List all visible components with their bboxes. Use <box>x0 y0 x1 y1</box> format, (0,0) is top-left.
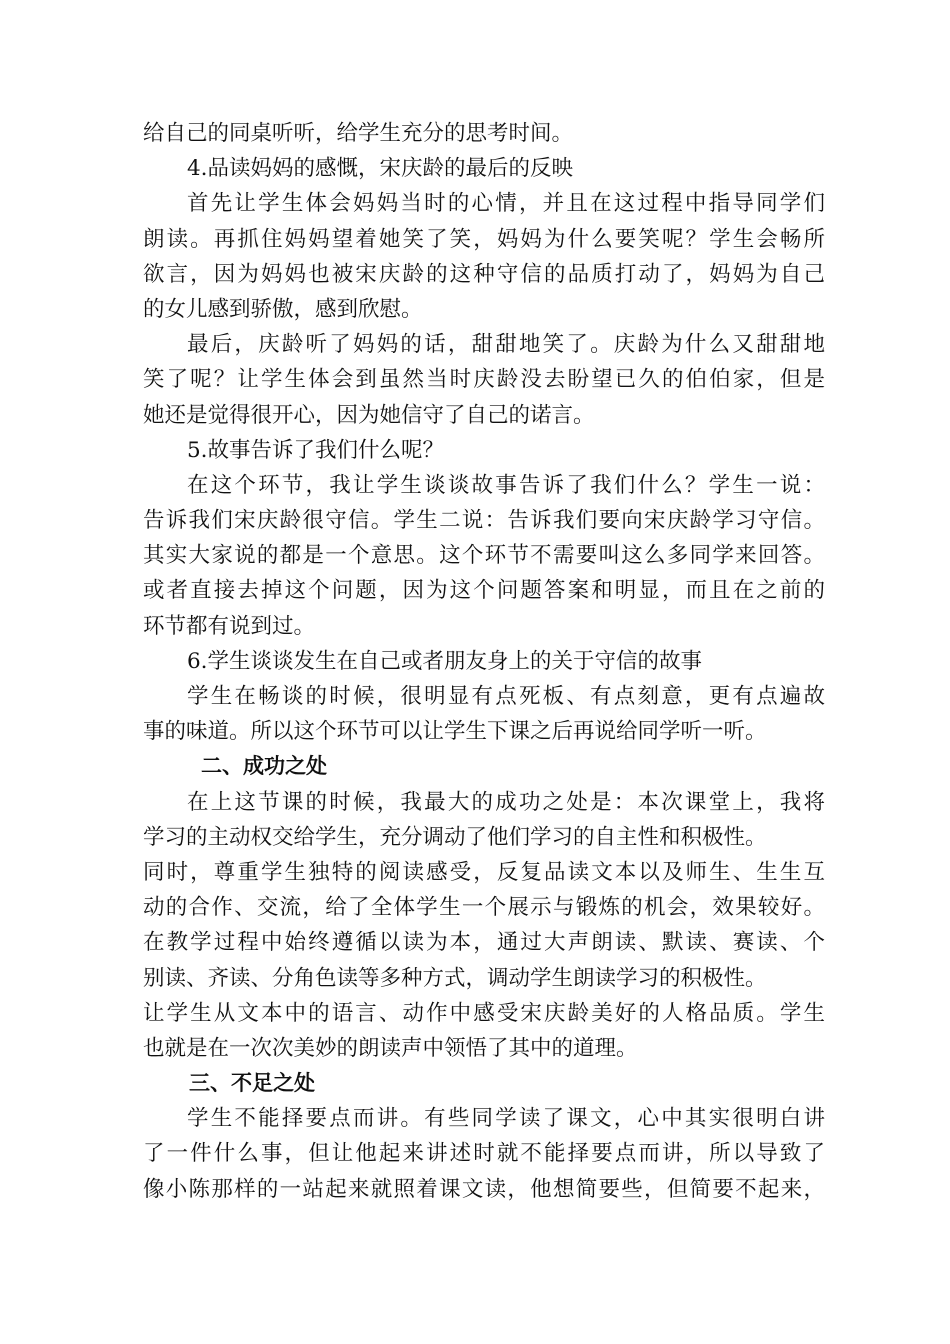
paragraph-first-line: 学生不能择要点而讲。有些同学读了课文，心中其实很明白讲 <box>187 1106 825 1132</box>
section-heading: 三、不足之处 <box>189 1071 315 1096</box>
paragraph-line: 朗读。再抓住妈妈望着她笑了笑，妈妈为什么要笑呢？学生会畅所 <box>143 226 825 252</box>
paragraph-line: 别读、齐读、分角色读等多种方式，调动学生朗读学习的积极性。 <box>143 965 767 991</box>
paragraph-line: 事的味道。所以这个环节可以让学生下课之后再说给同学听一听。 <box>143 719 767 745</box>
paragraph-line: 其实大家说的都是一个意思。这个环节不需要叫这么多同学来回答。 <box>143 543 825 569</box>
paragraph-line: 也就是在一次次美妙的朗读声中领悟了其中的道理。 <box>143 1035 638 1061</box>
section-heading: 二、成功之处 <box>201 754 327 779</box>
paragraph-line: 让学生从文本中的语言、动作中感受宋庆龄美好的人格品质。学生 <box>143 1000 825 1026</box>
paragraph-line: 同时，尊重学生独特的阅读感受，反复品读文本以及师生、生生互 <box>143 859 825 885</box>
paragraph-line: 给自己的同桌听听，给学生充分的思考时间。 <box>143 121 574 146</box>
paragraph-line: 动的合作、交流，给了全体学生一个展示与锻炼的机会，效果较好。 <box>143 895 825 921</box>
paragraph-first-line: 首先让学生体会妈妈当时的心情，并且在这过程中指导同学们 <box>187 191 825 217</box>
paragraph-item-heading: 4.品读妈妈的感慨，宋庆龄的最后的反映 <box>187 156 574 182</box>
paragraph-line: 告诉我们宋庆龄很守信。学生二说：告诉我们要向宋庆龄学习守信。 <box>143 508 825 534</box>
paragraph-line: 的女儿感到骄傲，感到欣慰。 <box>143 296 423 322</box>
paragraph-first-line: 学生在畅谈的时候，很明显有点死板、有点刻意，更有点遍故 <box>187 684 825 709</box>
paragraph-line: 学习的主动权交给学生，充分调动了他们学习的自主性和积极性。 <box>143 824 767 850</box>
paragraph-line: 环节都有说到过。 <box>143 613 316 639</box>
paragraph-line: 在教学过程中始终遵循以读为本，通过大声朗读、默读、赛读、个 <box>143 930 825 956</box>
paragraph-line: 她还是觉得很开心，因为她信守了自己的诺言。 <box>143 402 595 428</box>
paragraph-first-line: 最后，庆龄听了妈妈的话，甜甜地笑了。庆龄为什么又甜甜地 <box>187 332 825 358</box>
paragraph-line: 笑了呢？让学生体会到虽然当时庆龄没去盼望已久的伯伯家，但是 <box>143 367 825 393</box>
paragraph-item-heading: 5.故事告诉了我们什么呢？ <box>187 437 445 463</box>
paragraph-line: 像小陈那样的一站起来就照着课文读，他想简要些，但简要不起来， <box>143 1176 825 1202</box>
document-body <box>143 116 825 1207</box>
paragraph-item-heading: 6.学生谈谈发生在自己或者朋友身上的关于守信的故事 <box>187 648 703 674</box>
paragraph-first-line: 在上这节课的时候，我最大的成功之处是：本次课堂上，我将 <box>187 789 825 815</box>
paragraph-line: 了一件什么事，但让他起来讲述时就不能择要点而讲，所以导致了 <box>143 1141 825 1167</box>
paragraph-line: 或者直接去掉这个问题，因为这个问题答案和明显，而且在之前的 <box>143 578 825 604</box>
paragraph-first-line: 在这个环节，我让学生谈谈故事告诉了我们什么？学生一说： <box>187 472 825 498</box>
paragraph-line: 欲言，因为妈妈也被宋庆龄的这种守信的品质打动了，妈妈为自己 <box>143 261 825 287</box>
